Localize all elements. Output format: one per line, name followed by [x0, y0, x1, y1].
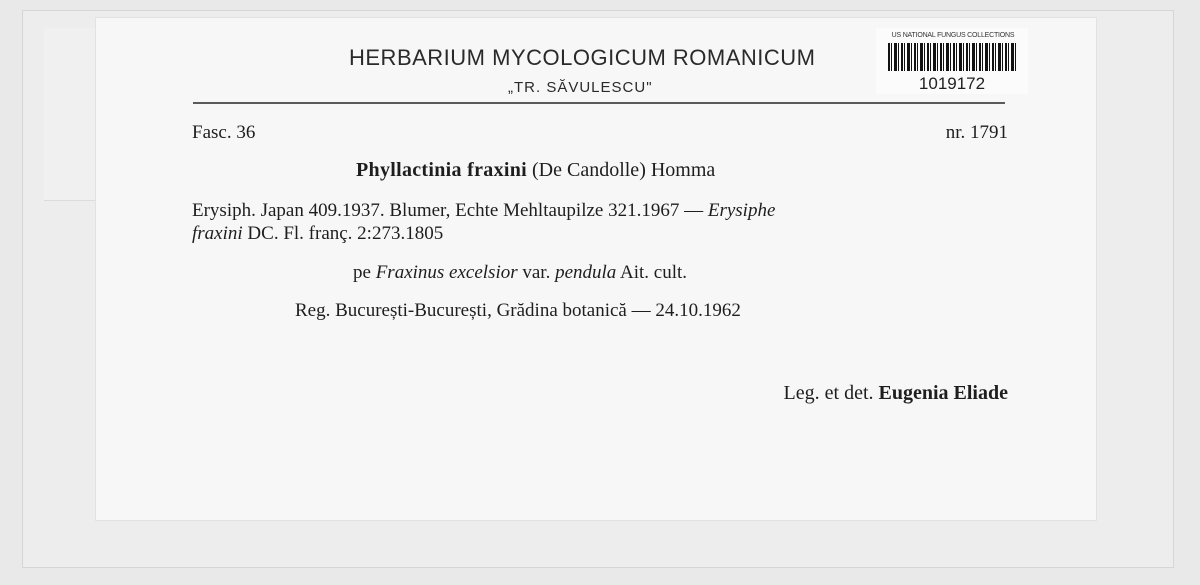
collector-name: Eugenia Eliade — [878, 382, 1008, 404]
species-name: Phyllactinia fraxini — [356, 159, 527, 181]
reference-line-1 — [192, 200, 775, 222]
synonym-epithet: fraxini — [192, 223, 243, 244]
species-authority: (De Candolle) Homma — [532, 159, 716, 181]
host-var-label: var. — [517, 262, 556, 283]
host-suffix: Ait. cult. — [616, 262, 688, 283]
barcode-number: 1019172 — [918, 74, 986, 93]
barcode-label — [876, 28, 1028, 94]
herbarium-label — [96, 18, 1096, 520]
fascicle-number: Fasc. 36 — [192, 122, 256, 143]
reference-line-2 — [192, 223, 443, 245]
locality-line: Reg. București-București, Grădina botanică — 24.10.1962 — [295, 300, 741, 321]
synonym-reference: DC. Fl. franç. 2:273.1805 — [242, 223, 444, 244]
barcode-icon — [888, 43, 1018, 71]
collector-line — [784, 382, 1008, 405]
header-subtitle: „TR. SĂVULESCU" — [508, 79, 653, 96]
host-species: Fraxinus excelsior — [375, 262, 518, 283]
host-line — [353, 262, 687, 284]
host-variety: pendula — [555, 262, 617, 283]
specimen-number: nr. 1791 — [945, 122, 1008, 143]
header-rule — [193, 102, 1005, 104]
collector-prefix: Leg. et det. — [783, 382, 879, 404]
species-line — [356, 159, 715, 182]
host-prefix: pe — [353, 262, 376, 283]
reference-text: Erysiph. Japan 409.1937. Blumer, Echte Mehltaupilze 321.1967 — — [192, 200, 708, 221]
synonym-genus: Erysiphe — [707, 200, 776, 221]
header-title: HERBARIUM MYCOLOGICUM ROMANICUM — [349, 45, 816, 70]
barcode-caption: US NATIONAL FUNGUS COLLECTIONS — [891, 32, 1015, 39]
